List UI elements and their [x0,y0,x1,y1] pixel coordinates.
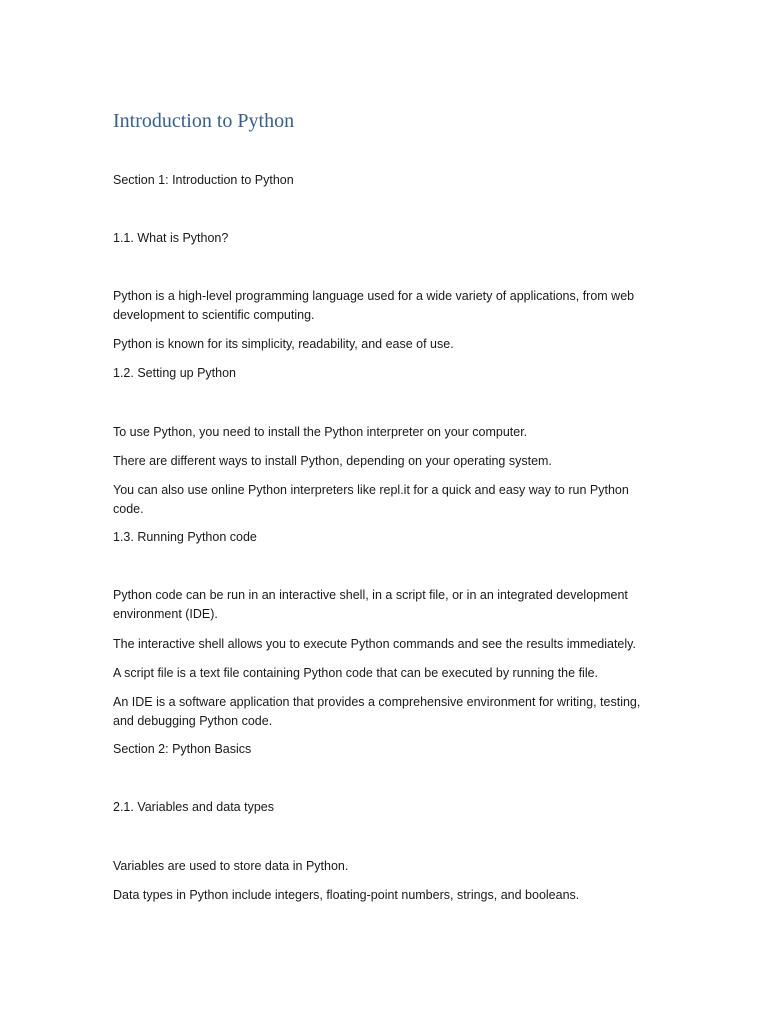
paragraph-python-known-for: Python is known for its simplicity, readability, and ease of use. [113,337,454,351]
paragraph-data-types: Data types in Python include integers, floating-point numbers, strings, and booleans. [113,888,580,902]
paragraph-install-ways: There are different ways to install Python, depending on your operating system. [113,454,552,468]
paragraph-run-python-code: Python code can be run in an interactive shell, in a script file, or in an integrated development environment (IDE). [113,588,628,621]
section-2-heading: Section 2: Python Basics [113,742,252,756]
paragraph-ide: An IDE is a software application that provides a comprehensive environment for writing, testing, and debugging Python code. [113,695,641,728]
page-title: Introduction to Python [113,110,295,132]
paragraph-variables: Variables are used to store data in Python. [113,859,349,873]
subsection-1-2-heading: 1.2. Setting up Python [113,366,237,380]
subsection-2-1-heading: 2.1. Variables and data types [113,800,274,814]
paragraph-install-interpreter: To use Python, you need to install the Python interpreter on your computer. [113,425,528,439]
paragraph-what-is-python: Python is a high-level programming language used for a wide variety of applications, from web development to scientific computing. [113,289,635,322]
subsection-1-1-heading: 1.1. What is Python? [113,231,229,245]
section-1-heading: Section 1: Introduction to Python [113,173,294,187]
paragraph-script-file: A script file is a text file containing Python code that can be executed by running the file. [113,666,599,680]
subsection-1-3-heading: 1.3. Running Python code [113,530,257,544]
paragraph-online-interpreters: You can also use online Python interpreters like repl.it for a quick and easy way to run Python code. [113,483,629,516]
paragraph-interactive-shell: The interactive shell allows you to execute Python commands and see the results immediately. [113,637,636,651]
